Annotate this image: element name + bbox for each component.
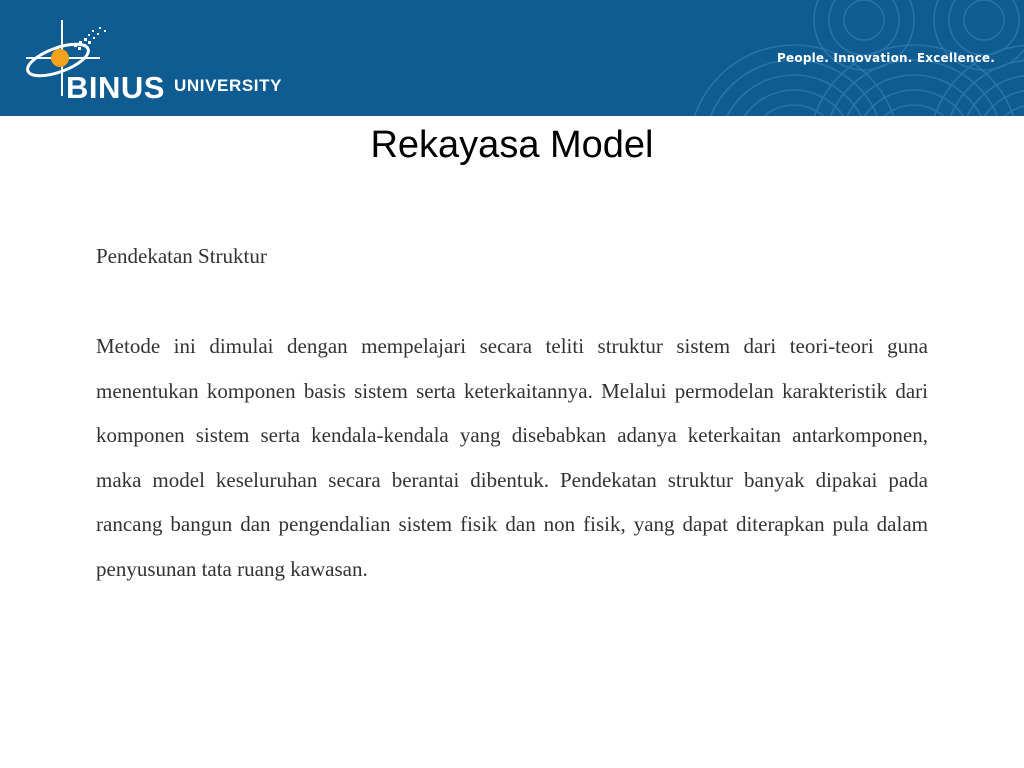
logo-subtext: UNIVERSITY (174, 76, 283, 95)
tagline: People. Innovation. Excellence. (777, 51, 995, 65)
slide-content (96, 238, 928, 591)
section-heading: Pendekatan Struktur (96, 244, 267, 268)
body-paragraph: Metode ini dimulai dengan mempelajari secara teliti struktur sistem dari teori-teori guna menentukan komponen basis sistem serta keterkaitannya. Melalui permodelan karakteristik dari komponen sistem serta kendala-kendala yang disebabkan adanya keterkaitan antarkomponen, maka model keseluruhan secara berantai dibentuk. Pendekatan struktur banyak dipakai pada rancang bangun dan pengendalian sistem fisik dan non fisik, yang dapat diterapkan pula dalam penyusunan tata ruang kawasan. (96, 334, 928, 581)
slide-title: Rekayasa Model (370, 124, 654, 166)
logo-wordmark: BINUS (66, 70, 165, 105)
binus-logo[interactable] (22, 14, 312, 106)
header-band (0, 0, 1024, 116)
